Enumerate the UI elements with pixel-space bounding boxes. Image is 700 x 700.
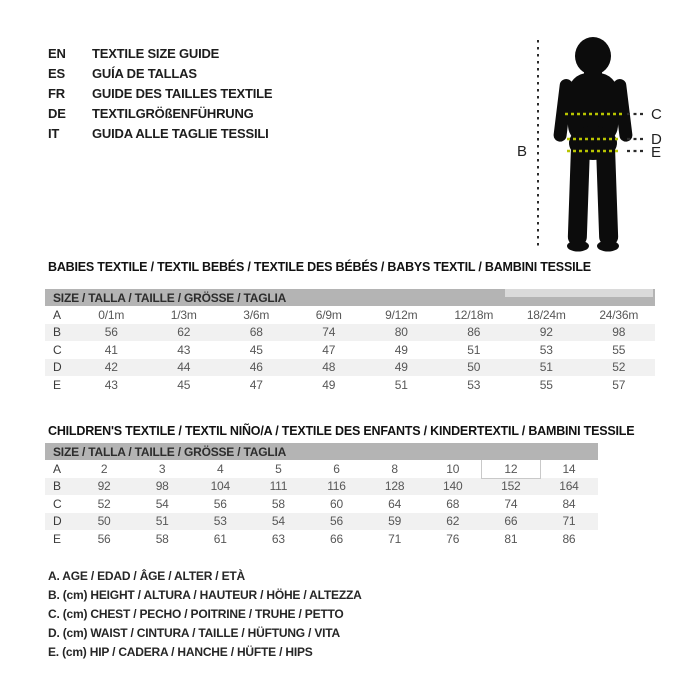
toddler-silhouette — [553, 37, 633, 252]
table-cell: 58 — [271, 496, 285, 511]
table-cell: 51 — [539, 360, 553, 375]
table-cell: 140 — [443, 479, 463, 494]
figure-label-e: E — [651, 144, 661, 161]
table-cell: 41 — [104, 342, 118, 357]
table-row-e — [45, 530, 598, 548]
table-cell: 56 — [213, 496, 227, 511]
table-cell: 98 — [155, 479, 169, 494]
table-row-b — [45, 478, 598, 496]
table-cell: 6/9m — [315, 307, 342, 322]
children-table-body — [45, 460, 598, 548]
language-row-fr — [48, 83, 272, 103]
table-cell: 47 — [249, 377, 263, 392]
table-cell: 4 — [217, 461, 224, 476]
table-cell: 53 — [467, 377, 481, 392]
row-label: A — [53, 461, 61, 476]
silhouette-left-leg — [568, 142, 591, 247]
language-label: GUÍA DE TALLAS — [92, 65, 197, 81]
row-label: A — [53, 307, 61, 322]
language-row-en — [48, 43, 272, 63]
children-size-table — [45, 443, 598, 548]
children-table-header-label: SIZE / TALLA / TAILLE / GRÖSSE / TAGLIA — [53, 444, 287, 459]
table-cell: 18/24m — [526, 307, 566, 322]
table-cell: 46 — [249, 360, 263, 375]
table-cell: 76 — [446, 531, 460, 546]
table-cell: 43 — [104, 377, 118, 392]
table-cell: 49 — [394, 360, 408, 375]
table-cell: 44 — [177, 360, 191, 375]
table-cell: 86 — [562, 531, 576, 546]
table-cell: 62 — [446, 514, 460, 529]
table-row-d — [45, 359, 655, 377]
table-cell: 6 — [333, 461, 340, 476]
table-cell: 64 — [388, 496, 402, 511]
measurement-figure — [505, 30, 680, 265]
language-code: FR — [48, 85, 65, 101]
table-row-c — [45, 495, 598, 513]
table-cell: 2 — [100, 461, 108, 476]
silhouette-left-foot — [567, 241, 589, 252]
table-cell: 1/3m — [170, 307, 197, 322]
table-cell: 57 — [612, 377, 626, 392]
language-code: IT — [48, 125, 60, 141]
table-cell: 116 — [327, 479, 346, 494]
table-row-a — [45, 460, 598, 478]
table-cell: 81 — [504, 531, 518, 546]
row-label: E — [53, 531, 61, 546]
table-cell: 63 — [271, 531, 285, 546]
silhouette-right-leg — [596, 142, 619, 247]
table-row-e — [45, 376, 655, 394]
table-cell: 55 — [612, 342, 626, 357]
table-cell: 43 — [177, 342, 191, 357]
table-cell: 66 — [504, 514, 518, 529]
table-cell: 3/6m — [243, 307, 270, 322]
table-cell: 66 — [330, 531, 343, 546]
table-cell: 14 — [562, 461, 576, 476]
toddler-figure-svg — [505, 30, 680, 265]
language-label: GUIDE DES TAILLES TEXTILE — [92, 85, 273, 101]
table-cell: 152 — [501, 479, 521, 494]
language-list — [48, 43, 272, 143]
table-cell: 45 — [249, 342, 263, 357]
table-cell: 42 — [104, 360, 118, 375]
row-label: D — [53, 360, 62, 375]
table-cell: 61 — [213, 531, 227, 546]
babies-size-table — [45, 289, 655, 394]
header-highlight-artifact — [505, 289, 653, 297]
legend-item: D. (cm) WAIST / CINTURA / TAILLE / HÜFTUNG / VITA — [48, 625, 340, 640]
table-cell: 54 — [271, 514, 285, 529]
legend-item: E. (cm) HIP / CADERA / HANCHE / HÜFTE / HIPS — [48, 644, 313, 659]
table-cell: 52 — [97, 496, 111, 511]
legend-item: B. (cm) HEIGHT / ALTURA / HAUTEUR / HÖHE / ALTEZZA — [48, 587, 362, 602]
children-table-title: CHILDREN'S TEXTILE / TEXTIL NIÑO/A / TEXTILE DES ENFANTS / KINDERTEXTIL / BAMBINI TESSILE — [48, 424, 635, 438]
legend-item: A. AGE / EDAD / ÂGE / ALTER / ETÀ — [48, 568, 245, 583]
language-row-es — [48, 63, 272, 83]
row-label: D — [53, 514, 62, 529]
table-cell: 53 — [539, 342, 553, 357]
table-cell: 84 — [562, 496, 576, 511]
figure-label-c: C — [651, 106, 662, 123]
row-label: B — [53, 325, 61, 340]
table-cell: 51 — [467, 342, 481, 357]
table-cell: 47 — [322, 342, 336, 357]
table-cell: 48 — [322, 360, 336, 375]
table-cell: 50 — [467, 360, 481, 375]
row-label: B — [53, 479, 61, 494]
table-cell: 59 — [388, 514, 402, 529]
babies-table-header-label: SIZE / TALLA / TAILLE / GRÖSSE / TAGLIA — [53, 290, 287, 305]
legend-item: C. (cm) CHEST / PECHO / POITRINE / TRUHE / PETTO — [48, 606, 344, 621]
table-cell: 51 — [394, 377, 408, 392]
table-cell: 71 — [388, 531, 402, 546]
table-cell: 55 — [539, 377, 553, 392]
table-cell: 71 — [562, 514, 576, 529]
table-cell: 53 — [213, 514, 227, 529]
figure-label-d: D — [651, 131, 662, 148]
table-cell: 111 — [269, 479, 288, 494]
table-cell: 60 — [330, 496, 343, 511]
table-cell: 56 — [97, 531, 111, 546]
table-cell: 98 — [612, 325, 626, 340]
table-cell: 58 — [155, 531, 169, 546]
table-cell: 62 — [177, 325, 191, 340]
table-cell: 24/36m — [599, 307, 639, 322]
language-label: GUIDA ALLE TAGLIE TESSILI — [92, 125, 269, 141]
table-cell: 74 — [322, 325, 336, 340]
table-cell: 92 — [97, 479, 111, 494]
table-cell: 49 — [394, 342, 408, 357]
table-cell: 10 — [446, 461, 460, 476]
language-label: TEXTILGRÖßENFÜHRUNG — [92, 105, 254, 121]
babies-table-header — [45, 289, 655, 306]
measurement-legend — [48, 566, 362, 661]
table-cell: 56 — [104, 325, 118, 340]
table-cell: 92 — [539, 325, 553, 340]
table-cell: 86 — [467, 325, 481, 340]
table-cell: 51 — [155, 514, 169, 529]
language-row-it — [48, 123, 272, 143]
row-label: C — [53, 496, 62, 511]
row-label: C — [53, 342, 62, 357]
children-table-header — [45, 443, 598, 460]
figure-label-b: B — [517, 143, 527, 160]
table-row-b — [45, 324, 655, 342]
table-row-c — [45, 341, 655, 359]
table-cell: 3 — [158, 461, 166, 476]
table-row-a — [45, 306, 655, 324]
language-row-de — [48, 103, 272, 123]
table-cell: 5 — [275, 461, 282, 476]
table-cell: 0/1m — [98, 307, 125, 322]
silhouette-right-foot — [597, 241, 619, 252]
babies-table-body — [45, 306, 655, 394]
table-cell: 45 — [177, 377, 191, 392]
row-label: E — [53, 377, 61, 392]
table-cell: 12 — [482, 460, 540, 478]
table-row-d — [45, 513, 598, 531]
language-code: ES — [48, 65, 65, 81]
table-cell: 68 — [446, 496, 460, 511]
table-cell: 80 — [394, 325, 408, 340]
table-cell: 56 — [330, 514, 343, 529]
table-cell: 68 — [249, 325, 263, 340]
language-code: DE — [48, 105, 66, 121]
table-cell: 164 — [559, 479, 579, 494]
table-cell: 52 — [612, 360, 626, 375]
table-cell: 50 — [97, 514, 111, 529]
table-cell: 128 — [384, 479, 405, 494]
babies-table-title: BABIES TEXTILE / TEXTIL BEBÉS / TEXTILE DES BÉBÉS / BABYS TEXTIL / BAMBINI TESSILE — [48, 260, 591, 274]
table-cell: 104 — [210, 479, 230, 494]
table-cell: 8 — [391, 461, 398, 476]
table-cell: 9/12m — [385, 307, 418, 322]
language-label: TEXTILE SIZE GUIDE — [92, 45, 220, 61]
table-cell: 12/18m — [454, 307, 494, 322]
language-code: EN — [48, 45, 66, 61]
table-cell: 74 — [504, 496, 518, 511]
table-cell: 49 — [322, 377, 336, 392]
table-cell: 54 — [155, 496, 169, 511]
